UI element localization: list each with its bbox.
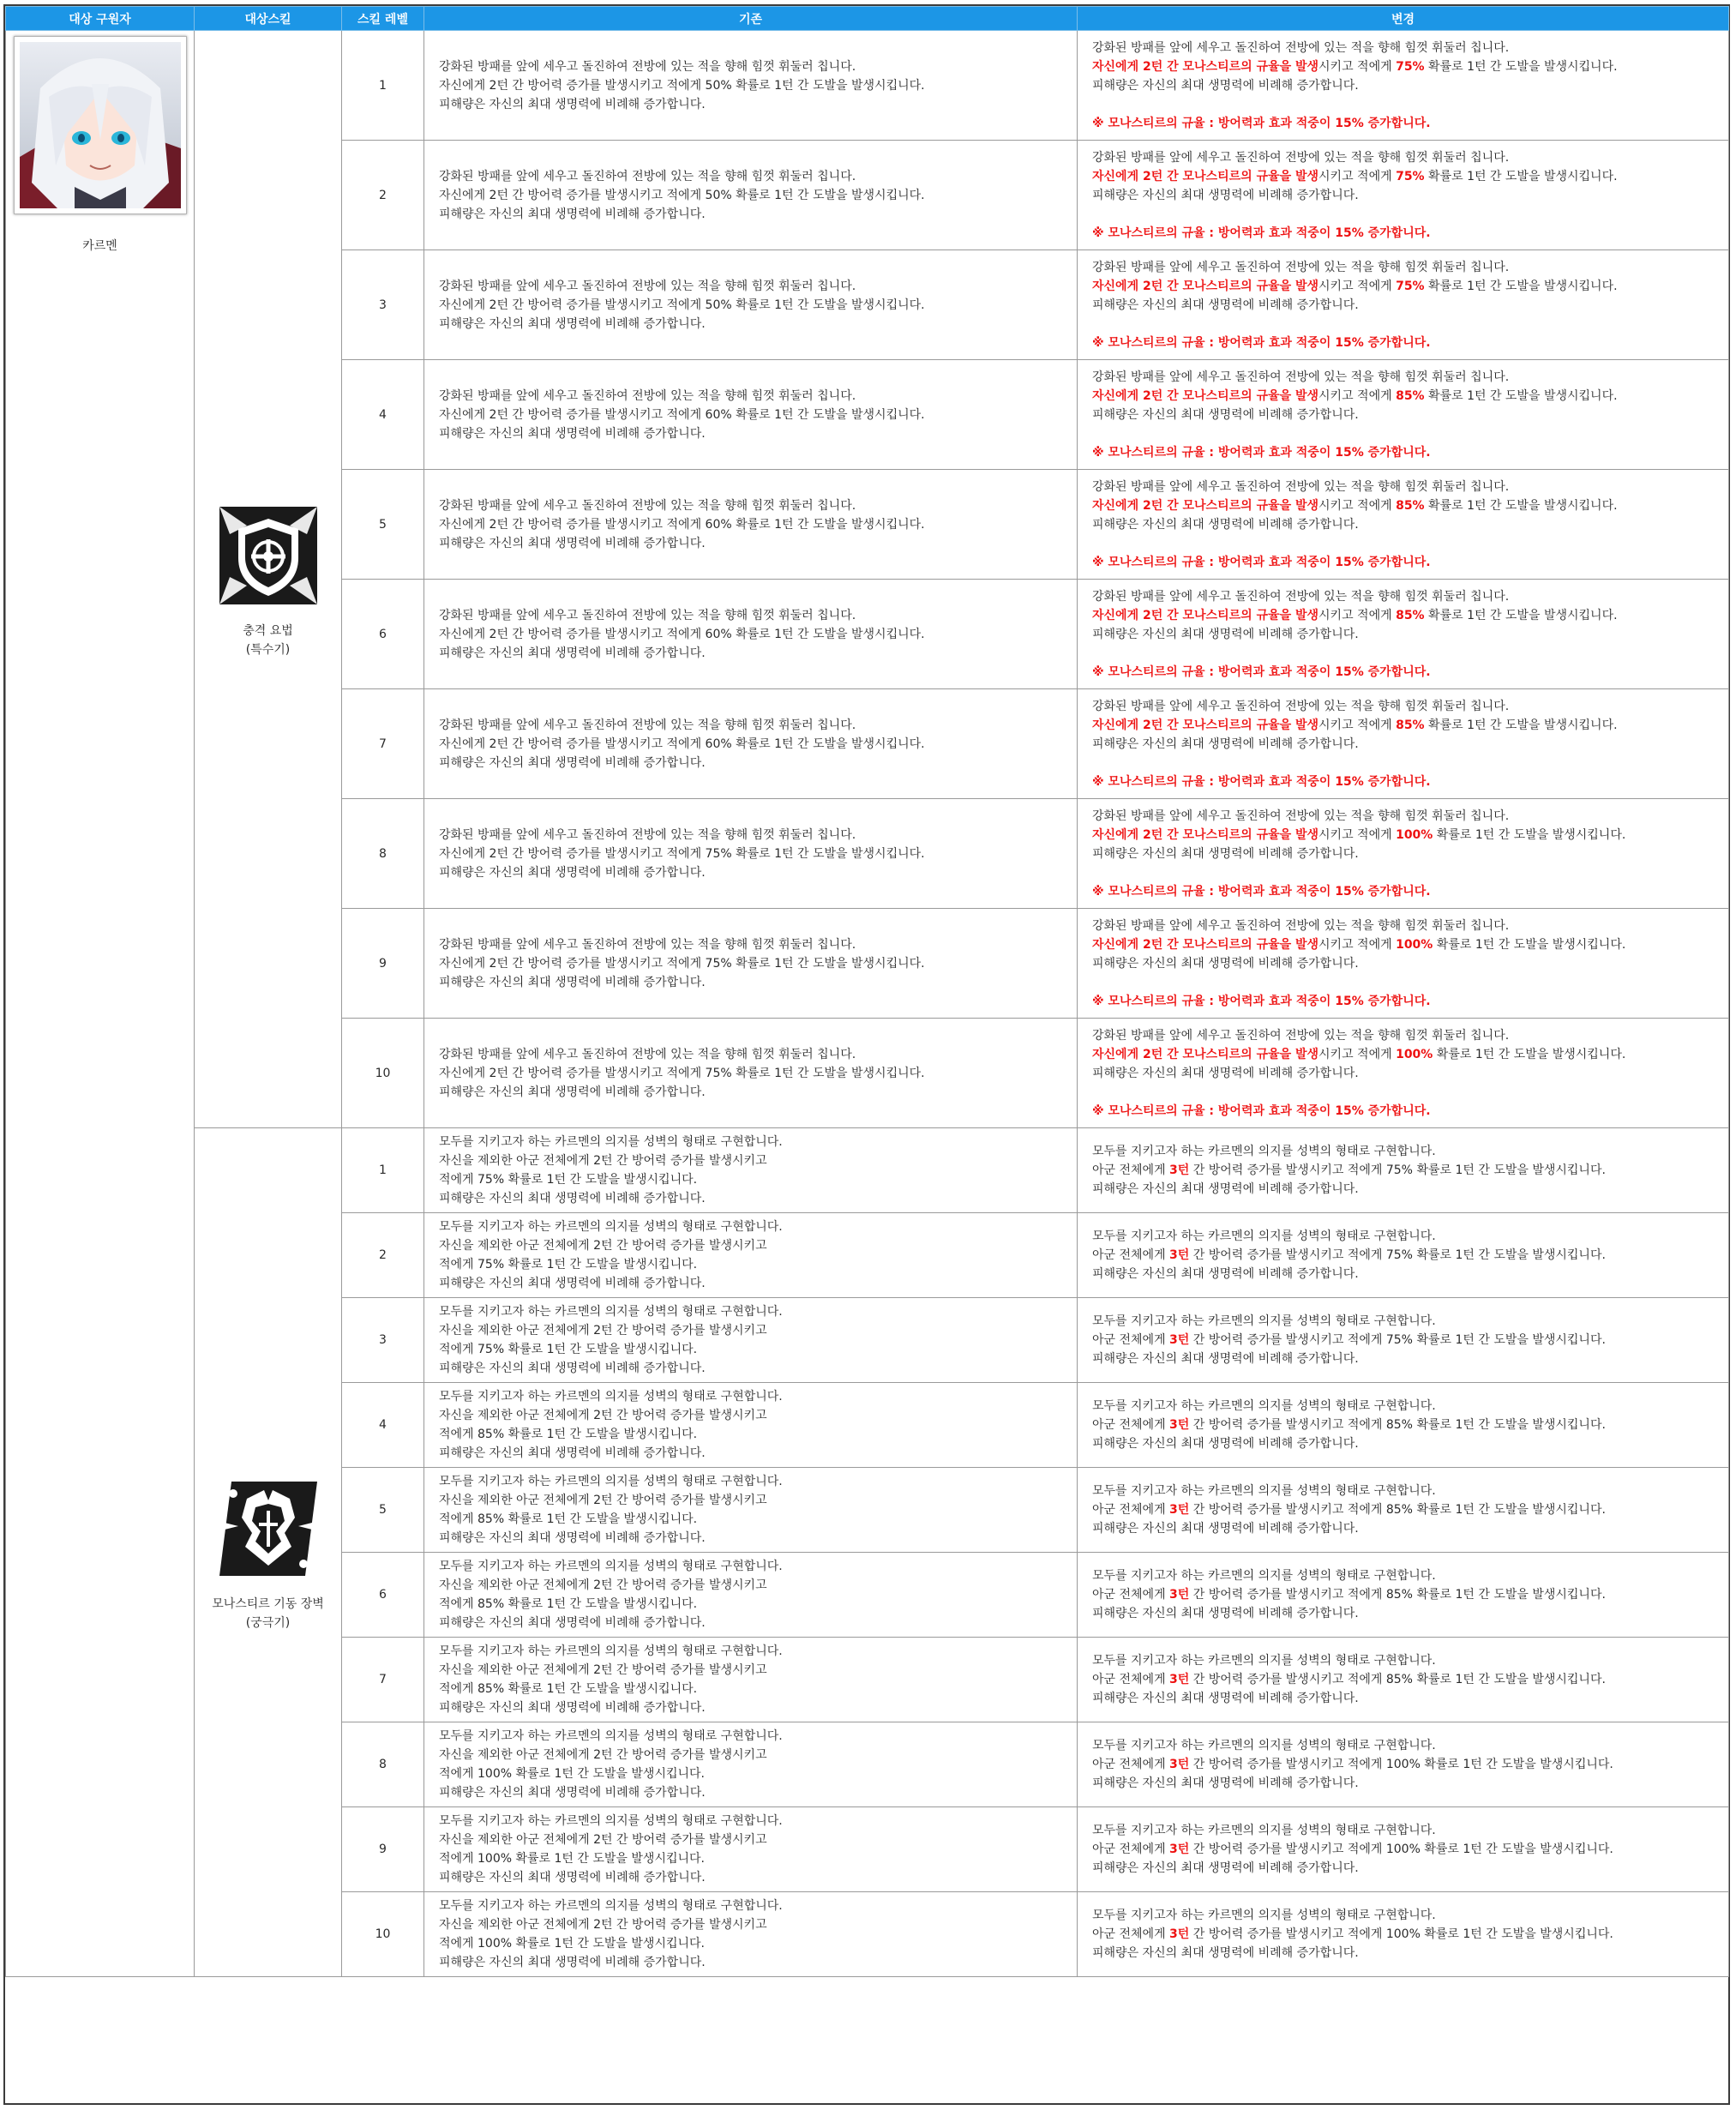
after-text: 시키고 적에게 xyxy=(1319,279,1397,293)
skill-level: 2 xyxy=(342,141,424,250)
before-description xyxy=(424,1722,1078,1807)
changed-text: 자신에게 2턴 간 모나스티르의 규율을 발생 xyxy=(1092,608,1319,622)
rule-note: ※ 모나스티르의 규율 : 방어력과 효과 적중이 15% 증가합니다. xyxy=(1092,664,1431,679)
after-text: 간 방어력 증가를 발생시키고 적에게 85% 확률로 1턴 간 도발을 발생시킵니다. xyxy=(1189,1418,1606,1432)
skill-level: 7 xyxy=(342,689,424,799)
character-name: 카르멘 xyxy=(82,239,117,253)
changed-value: 85% xyxy=(1396,718,1425,732)
after-line xyxy=(1092,1331,1728,1350)
after-text: 확률로 1턴 간 도발을 발생시킵니다. xyxy=(1424,169,1618,183)
after-description xyxy=(1078,1722,1729,1807)
before-line: 피해량은 자신의 최대 생명력에 비례해 증가합니다. xyxy=(439,1362,706,1375)
skill-level: 4 xyxy=(342,360,424,470)
before-line: 자신을 제외한 아군 전체에게 2턴 간 방어력 증가를 발생시키고 xyxy=(439,1578,767,1592)
after-text: 시키고 적에게 xyxy=(1319,59,1397,74)
after-line xyxy=(1092,606,1728,625)
before-line: 모두를 지키고자 하는 카르멘의 의지를 성벽의 형태로 구현합니다. xyxy=(439,1135,783,1149)
changed-value: 3턴 xyxy=(1169,1333,1190,1347)
after-text: 확률로 1턴 간 도발을 발생시킵니다. xyxy=(1424,718,1618,732)
after-line: 피해량은 자신의 최대 생명력에 비례해 증가합니다. xyxy=(1092,1437,1359,1451)
changed-value: 85% xyxy=(1396,388,1425,403)
after-text: 간 방어력 증가를 발생시키고 적에게 75% 확률로 1턴 간 도발을 발생시킵니다. xyxy=(1189,1333,1606,1347)
after-text: 아군 전체에게 xyxy=(1092,1758,1170,1771)
before-line: 적에게 100% 확률로 1턴 간 도발을 발생시킵니다. xyxy=(439,1937,705,1951)
changed-value: 75% xyxy=(1396,169,1425,183)
after-line: 피해량은 자신의 최대 생명력에 비례해 증가합니다. xyxy=(1092,1607,1359,1620)
rule-note: ※ 모나스티르의 규율 : 방어력과 효과 적중이 15% 증가합니다. xyxy=(1092,116,1431,130)
before-line: 적에게 75% 확률로 1턴 간 도발을 발생시킵니다. xyxy=(439,1343,698,1356)
table-row xyxy=(6,1128,1729,1213)
after-line: 모두를 지키고자 하는 카르멘의 의지를 성벽의 형태로 구현합니다. xyxy=(1092,1229,1436,1243)
after-line: 강화된 방패를 앞에 세우고 돌진하여 전방에 있는 적을 향해 힘껏 휘둘러 칩니다. xyxy=(1092,589,1510,604)
changed-text: 자신에게 2턴 간 모나스티르의 규율을 발생 xyxy=(1092,388,1319,403)
before-line: 피해량은 자신의 최대 생명력에 비례해 증가합니다. xyxy=(439,755,706,770)
after-description xyxy=(1078,799,1729,909)
after-line: 피해량은 자신의 최대 생명력에 비례해 증가합니다. xyxy=(1092,188,1359,202)
after-text: 시키고 적에게 xyxy=(1319,718,1397,732)
changed-value: 3턴 xyxy=(1169,1248,1190,1262)
skill-level: 9 xyxy=(342,909,424,1019)
before-line: 자신을 제외한 아군 전체에게 2턴 간 방어력 증가를 발생시키고 xyxy=(439,1154,767,1168)
before-line: 모두를 지키고자 하는 카르멘의 의지를 성벽의 형태로 구현합니다. xyxy=(439,1644,783,1658)
skill-name: 충격 요법 xyxy=(243,623,293,638)
after-description xyxy=(1078,1807,1729,1892)
before-description xyxy=(424,360,1078,470)
changed-text: 자신에게 2턴 간 모나스티르의 규율을 발생 xyxy=(1092,169,1319,183)
after-description xyxy=(1078,1638,1729,1722)
after-description xyxy=(1078,250,1729,360)
after-line xyxy=(1092,496,1728,515)
before-line: 모두를 지키고자 하는 카르멘의 의지를 성벽의 형태로 구현합니다. xyxy=(439,1560,783,1573)
after-line xyxy=(1092,935,1728,954)
before-line: 자신에게 2턴 간 방어력 증가를 발생시키고 적에게 60% 확률로 1턴 간 도발을 발생시킵니다. xyxy=(439,736,925,751)
after-line xyxy=(1092,1755,1728,1774)
after-line: 피해량은 자신의 최대 생명력에 비례해 증가합니다. xyxy=(1092,627,1359,641)
after-line: 피해량은 자신의 최대 생명력에 비례해 증가합니다. xyxy=(1092,736,1359,751)
before-line: 자신에게 2턴 간 방어력 증가를 발생시키고 적에게 75% 확률로 1턴 간 도발을 발생시킵니다. xyxy=(439,956,925,971)
before-line: 모두를 지키고자 하는 카르멘의 의지를 성벽의 형태로 구현합니다. xyxy=(439,1899,783,1913)
after-line: 피해량은 자신의 최대 생명력에 비례해 증가합니다. xyxy=(1092,407,1359,422)
before-line: 강화된 방패를 앞에 세우고 돌진하여 전방에 있는 적을 향해 힘껏 휘둘러 칩니다. xyxy=(439,718,856,732)
after-description xyxy=(1078,141,1729,250)
table-body xyxy=(6,31,1729,1977)
after-description xyxy=(1078,1128,1729,1213)
after-line: 모두를 지키고자 하는 카르멘의 의지를 성벽의 형태로 구현합니다. xyxy=(1092,1399,1436,1413)
before-line: 강화된 방패를 앞에 세우고 돌진하여 전방에 있는 적을 향해 힘껏 휘둘러 칩니다. xyxy=(439,59,856,74)
before-line: 피해량은 자신의 최대 생명력에 비례해 증가합니다. xyxy=(439,1956,706,1969)
after-line xyxy=(1092,716,1728,735)
changed-value: 3턴 xyxy=(1169,1927,1190,1941)
before-line: 모두를 지키고자 하는 카르멘의 의지를 성벽의 형태로 구현합니다. xyxy=(439,1220,783,1234)
changed-text: 자신에게 2턴 간 모나스티르의 규율을 발생 xyxy=(1092,1047,1319,1061)
after-line: 강화된 방패를 앞에 세우고 돌진하여 전방에 있는 적을 향해 힘껏 휘둘러 칩니다. xyxy=(1092,40,1510,55)
before-line: 자신에게 2턴 간 방어력 증가를 발생시키고 적에게 60% 확률로 1턴 간 도발을 발생시킵니다. xyxy=(439,407,925,422)
changed-text: 자신에게 2턴 간 모나스티르의 규율을 발생 xyxy=(1092,718,1319,732)
before-line: 모두를 지키고자 하는 카르멘의 의지를 성벽의 형태로 구현합니다. xyxy=(439,1729,783,1743)
before-line: 피해량은 자신의 최대 생명력에 비례해 증가합니다. xyxy=(439,1446,706,1460)
after-line: 모두를 지키고자 하는 카르멘의 의지를 성벽의 형태로 구현합니다. xyxy=(1092,1824,1436,1837)
after-text: 확률로 1턴 간 도발을 발생시킵니다. xyxy=(1433,827,1626,842)
header-after: 변경 xyxy=(1078,7,1729,31)
rule-note: ※ 모나스티르의 규율 : 방어력과 효과 적중이 15% 증가합니다. xyxy=(1092,555,1431,569)
after-text: 확률로 1턴 간 도발을 발생시킵니다. xyxy=(1424,59,1618,74)
after-text: 확률로 1턴 간 도발을 발생시킵니다. xyxy=(1424,498,1618,513)
after-line: 피해량은 자신의 최대 생명력에 비례해 증가합니다. xyxy=(1092,1861,1359,1875)
before-line: 피해량은 자신의 최대 생명력에 비례해 증가합니다. xyxy=(439,536,706,550)
after-text: 아군 전체에게 xyxy=(1092,1673,1170,1686)
after-text: 간 방어력 증가를 발생시키고 적에게 100% 확률로 1턴 간 도발을 발생시킵니다. xyxy=(1189,1927,1613,1941)
after-line: 피해량은 자신의 최대 생명력에 비례해 증가합니다. xyxy=(1092,298,1359,312)
after-line xyxy=(1092,826,1728,845)
changed-value: 3턴 xyxy=(1169,1418,1190,1432)
after-line: 모두를 지키고자 하는 카르멘의 의지를 성벽의 형태로 구현합니다. xyxy=(1092,1909,1436,1922)
changed-value: 3턴 xyxy=(1169,1588,1190,1602)
before-line: 피해량은 자신의 최대 생명력에 비례해 증가합니다. xyxy=(439,426,706,441)
skill-name: 모나스티르 기동 장벽 xyxy=(212,1596,324,1611)
skill-level: 10 xyxy=(342,1892,424,1977)
after-text: 간 방어력 증가를 발생시키고 적에게 100% 확률로 1턴 간 도발을 발생시킵니다. xyxy=(1189,1842,1613,1856)
after-text: 확률로 1턴 간 도발을 발생시킵니다. xyxy=(1433,1047,1626,1061)
after-description xyxy=(1078,1019,1729,1128)
after-line xyxy=(1092,1161,1728,1180)
before-line: 적에게 100% 확률로 1턴 간 도발을 발생시킵니다. xyxy=(439,1852,705,1866)
skill-cell xyxy=(195,1128,342,1977)
before-line: 자신에게 2턴 간 방어력 증가를 발생시키고 적에게 75% 확률로 1턴 간 도발을 발생시킵니다. xyxy=(439,1066,925,1080)
changed-text: 자신에게 2턴 간 모나스티르의 규율을 발생 xyxy=(1092,279,1319,293)
after-line: 피해량은 자신의 최대 생명력에 비례해 증가합니다. xyxy=(1092,78,1359,93)
before-line: 자신을 제외한 아군 전체에게 2턴 간 방어력 증가를 발생시키고 xyxy=(439,1324,767,1338)
after-description xyxy=(1078,1213,1729,1298)
after-text: 아군 전체에게 xyxy=(1092,1503,1170,1517)
before-line: 모두를 지키고자 하는 카르멘의 의지를 성벽의 형태로 구현합니다. xyxy=(439,1305,783,1319)
skill-type: (특수기) xyxy=(245,642,291,657)
before-line: 피해량은 자신의 최대 생명력에 비례해 증가합니다. xyxy=(439,1192,706,1205)
after-line: 피해량은 자신의 최대 생명력에 비례해 증가합니다. xyxy=(1092,517,1359,532)
changed-text: 자신에게 2턴 간 모나스티르의 규율을 발생 xyxy=(1092,498,1319,513)
before-line: 적에게 75% 확률로 1턴 간 도발을 발생시킵니다. xyxy=(439,1258,698,1271)
skill-type: (궁극기) xyxy=(245,1615,291,1630)
changed-value: 100% xyxy=(1396,937,1433,952)
before-line: 자신을 제외한 아군 전체에게 2턴 간 방어력 증가를 발생시키고 xyxy=(439,1833,767,1847)
before-description xyxy=(424,1553,1078,1638)
before-line: 자신에게 2턴 간 방어력 증가를 발생시키고 적에게 60% 확률로 1턴 간 도발을 발생시킵니다. xyxy=(439,517,925,532)
before-line: 강화된 방패를 앞에 세우고 돌진하여 전방에 있는 적을 향해 힘껏 휘둘러 칩니다. xyxy=(439,608,856,622)
before-line: 적에게 100% 확률로 1턴 간 도발을 발생시킵니다. xyxy=(439,1767,705,1781)
before-line: 피해량은 자신의 최대 생명력에 비례해 증가합니다. xyxy=(439,646,706,660)
after-line: 모두를 지키고자 하는 카르멘의 의지를 성벽의 형태로 구현합니다. xyxy=(1092,1654,1436,1668)
table-header-row xyxy=(6,7,1729,31)
before-line: 자신을 제외한 아군 전체에게 2턴 간 방어력 증가를 발생시키고 xyxy=(439,1409,767,1422)
after-description xyxy=(1078,1892,1729,1977)
after-text: 확률로 1턴 간 도발을 발생시킵니다. xyxy=(1424,279,1618,293)
changed-value: 3턴 xyxy=(1169,1503,1190,1517)
rule-note: ※ 모나스티르의 규율 : 방어력과 효과 적중이 15% 증가합니다. xyxy=(1092,774,1431,789)
rule-note: ※ 모나스티르의 규율 : 방어력과 효과 적중이 15% 증가합니다. xyxy=(1092,445,1431,460)
skill-level: 3 xyxy=(342,1298,424,1383)
after-line: 피해량은 자신의 최대 생명력에 비례해 증가합니다. xyxy=(1092,1946,1359,1960)
skill-level: 2 xyxy=(342,1213,424,1298)
after-line: 강화된 방패를 앞에 세우고 돌진하여 전방에 있는 적을 향해 힘껏 휘둘러 칩니다. xyxy=(1092,918,1510,933)
after-description xyxy=(1078,360,1729,470)
skill-level: 4 xyxy=(342,1383,424,1468)
after-text: 시키고 적에게 xyxy=(1319,388,1397,403)
after-line xyxy=(1092,1246,1728,1265)
after-description xyxy=(1078,1553,1729,1638)
before-line: 강화된 방패를 앞에 세우고 돌진하여 전방에 있는 적을 향해 힘껏 휘둘러 칩니다. xyxy=(439,937,856,952)
before-description xyxy=(424,799,1078,909)
after-line xyxy=(1092,167,1728,186)
shield-strike-icon xyxy=(213,500,324,611)
after-text: 시키고 적에게 xyxy=(1319,169,1397,183)
after-description xyxy=(1078,470,1729,580)
after-text: 아군 전체에게 xyxy=(1092,1248,1170,1262)
after-line xyxy=(1092,1500,1728,1519)
before-line: 자신을 제외한 아군 전체에게 2턴 간 방어력 증가를 발생시키고 xyxy=(439,1748,767,1762)
skill-level: 8 xyxy=(342,799,424,909)
before-line: 피해량은 자신의 최대 생명력에 비례해 증가합니다. xyxy=(439,865,706,880)
after-line: 모두를 지키고자 하는 카르멘의 의지를 성벽의 형태로 구현합니다. xyxy=(1092,1145,1436,1158)
character-portrait xyxy=(14,36,187,214)
before-line: 적에게 85% 확률로 1턴 간 도발을 발생시킵니다. xyxy=(439,1512,698,1526)
before-description xyxy=(424,1892,1078,1977)
changed-text: 자신에게 2턴 간 모나스티르의 규율을 발생 xyxy=(1092,937,1319,952)
skill-level: 5 xyxy=(342,1468,424,1553)
before-line: 피해량은 자신의 최대 생명력에 비례해 증가합니다. xyxy=(439,1616,706,1630)
changed-text: 자신에게 2턴 간 모나스티르의 규율을 발생 xyxy=(1092,827,1319,842)
before-line: 모두를 지키고자 하는 카르멘의 의지를 성벽의 형태로 구현합니다. xyxy=(439,1814,783,1828)
before-line: 적에게 75% 확률로 1턴 간 도발을 발생시킵니다. xyxy=(439,1173,698,1187)
after-line: 모두를 지키고자 하는 카르멘의 의지를 성벽의 형태로 구현합니다. xyxy=(1092,1739,1436,1752)
after-line: 모두를 지키고자 하는 카르멘의 의지를 성벽의 형태로 구현합니다. xyxy=(1092,1314,1436,1328)
after-text: 간 방어력 증가를 발생시키고 적에게 75% 확률로 1턴 간 도발을 발생시킵니다. xyxy=(1189,1248,1606,1262)
after-line: 강화된 방패를 앞에 세우고 돌진하여 전방에 있는 적을 향해 힘껏 휘둘러 칩니다. xyxy=(1092,809,1510,823)
before-description xyxy=(424,470,1078,580)
before-description xyxy=(424,1638,1078,1722)
before-line: 피해량은 자신의 최대 생명력에 비례해 증가합니다. xyxy=(439,975,706,989)
after-line xyxy=(1092,1045,1728,1064)
after-line xyxy=(1092,1670,1728,1689)
before-line: 자신에게 2턴 간 방어력 증가를 발생시키고 적에게 50% 확률로 1턴 간 도발을 발생시킵니다. xyxy=(439,188,925,202)
after-line: 피해량은 자신의 최대 생명력에 비례해 증가합니다. xyxy=(1092,1352,1359,1366)
after-text: 시키고 적에게 xyxy=(1319,1047,1397,1061)
before-line: 자신에게 2턴 간 방어력 증가를 발생시키고 적에게 75% 확률로 1턴 간 도발을 발생시킵니다. xyxy=(439,846,925,861)
skill-level: 7 xyxy=(342,1638,424,1722)
after-text: 아군 전체에게 xyxy=(1092,1842,1170,1856)
header-character: 대상 구원자 xyxy=(6,7,195,31)
before-line: 피해량은 자신의 최대 생명력에 비례해 증가합니다. xyxy=(439,316,706,331)
rule-note: ※ 모나스티르의 규율 : 방어력과 효과 적중이 15% 증가합니다. xyxy=(1092,335,1431,350)
after-text: 확률로 1턴 간 도발을 발생시킵니다. xyxy=(1433,937,1626,952)
after-text: 시키고 적에게 xyxy=(1319,827,1397,842)
skill-change-table xyxy=(5,6,1729,1977)
after-text: 시키고 적에게 xyxy=(1319,937,1397,952)
after-text: 시키고 적에게 xyxy=(1319,498,1397,513)
before-description xyxy=(424,1213,1078,1298)
after-text: 간 방어력 증가를 발생시키고 적에게 85% 확률로 1턴 간 도발을 발생시킵니다. xyxy=(1189,1673,1606,1686)
after-text: 아군 전체에게 xyxy=(1092,1333,1170,1347)
skill-level: 8 xyxy=(342,1722,424,1807)
before-line: 피해량은 자신의 최대 생명력에 비례해 증가합니다. xyxy=(439,1085,706,1099)
before-line: 강화된 방패를 앞에 세우고 돌진하여 전방에 있는 적을 향해 힘껏 휘둘러 칩니다. xyxy=(439,1047,856,1061)
before-description xyxy=(424,909,1078,1019)
skill-level: 5 xyxy=(342,470,424,580)
before-line: 모두를 지키고자 하는 카르멘의 의지를 성벽의 형태로 구현합니다. xyxy=(439,1475,783,1488)
header-level: 스킬 레벨 xyxy=(342,7,424,31)
before-line: 강화된 방패를 앞에 세우고 돌진하여 전방에 있는 적을 향해 힘껏 휘둘러 칩니다. xyxy=(439,388,856,403)
changed-value: 75% xyxy=(1396,279,1425,293)
after-line: 피해량은 자신의 최대 생명력에 비례해 증가합니다. xyxy=(1092,846,1359,861)
changed-value: 3턴 xyxy=(1169,1842,1190,1856)
before-line: 자신에게 2턴 간 방어력 증가를 발생시키고 적에게 50% 확률로 1턴 간 도발을 발생시킵니다. xyxy=(439,78,925,93)
after-line: 강화된 방패를 앞에 세우고 돌진하여 전방에 있는 적을 향해 힘껏 휘둘러 칩니다. xyxy=(1092,1028,1510,1043)
before-description xyxy=(424,1383,1078,1468)
before-line: 적에게 85% 확률로 1턴 간 도발을 발생시킵니다. xyxy=(439,1428,698,1441)
skill-cell xyxy=(195,31,342,1128)
after-text: 아군 전체에게 xyxy=(1092,1163,1170,1177)
before-line: 피해량은 자신의 최대 생명력에 비례해 증가합니다. xyxy=(439,1531,706,1545)
before-line: 강화된 방패를 앞에 세우고 돌진하여 전방에 있는 적을 향해 힘껏 휘둘러 칩니다. xyxy=(439,498,856,513)
changed-value: 3턴 xyxy=(1169,1758,1190,1771)
after-text: 아군 전체에게 xyxy=(1092,1927,1170,1941)
before-line: 적에게 85% 확률로 1턴 간 도발을 발생시킵니다. xyxy=(439,1682,698,1696)
header-skill: 대상스킬 xyxy=(195,7,342,31)
after-description xyxy=(1078,580,1729,689)
changed-value: 100% xyxy=(1396,827,1433,842)
after-line xyxy=(1092,57,1728,76)
changed-value: 75% xyxy=(1396,59,1425,74)
table-row xyxy=(6,31,1729,141)
after-text: 확률로 1턴 간 도발을 발생시킵니다. xyxy=(1424,608,1618,622)
after-line: 피해량은 자신의 최대 생명력에 비례해 증가합니다. xyxy=(1092,1066,1359,1080)
skill-level: 3 xyxy=(342,250,424,360)
skill-level: 9 xyxy=(342,1807,424,1892)
before-line: 자신에게 2턴 간 방어력 증가를 발생시키고 적에게 50% 확률로 1턴 간 도발을 발생시킵니다. xyxy=(439,298,925,312)
after-description xyxy=(1078,1383,1729,1468)
after-line: 강화된 방패를 앞에 세우고 돌진하여 전방에 있는 적을 향해 힘껏 휘둘러 칩니다. xyxy=(1092,260,1510,274)
after-line: 강화된 방패를 앞에 세우고 돌진하여 전방에 있는 적을 향해 힘껏 휘둘러 칩니다. xyxy=(1092,479,1510,494)
before-line: 강화된 방패를 앞에 세우고 돌진하여 전방에 있는 적을 향해 힘껏 휘둘러 칩니다. xyxy=(439,279,856,293)
after-line: 피해량은 자신의 최대 생명력에 비례해 증가합니다. xyxy=(1092,1522,1359,1536)
skill-level: 6 xyxy=(342,580,424,689)
rule-note: ※ 모나스티르의 규율 : 방어력과 효과 적중이 15% 증가합니다. xyxy=(1092,884,1431,899)
after-description xyxy=(1078,1298,1729,1383)
after-description xyxy=(1078,1468,1729,1553)
changed-value: 3턴 xyxy=(1169,1163,1190,1177)
before-description xyxy=(424,580,1078,689)
after-description xyxy=(1078,689,1729,799)
after-description xyxy=(1078,31,1729,141)
after-line: 강화된 방패를 앞에 세우고 돌진하여 전방에 있는 적을 향해 힘껏 휘둘러 칩니다. xyxy=(1092,370,1510,384)
after-text: 아군 전체에게 xyxy=(1092,1418,1170,1432)
after-line: 강화된 방패를 앞에 세우고 돌진하여 전방에 있는 적을 향해 힘껏 휘둘러 칩니다. xyxy=(1092,150,1510,165)
after-line: 피해량은 자신의 최대 생명력에 비례해 증가합니다. xyxy=(1092,1692,1359,1705)
character-portrait-image xyxy=(15,37,186,213)
after-text: 간 방어력 증가를 발생시키고 적에게 85% 확률로 1턴 간 도발을 발생시킵니다. xyxy=(1189,1588,1606,1602)
rule-note: ※ 모나스티르의 규율 : 방어력과 효과 적중이 15% 증가합니다. xyxy=(1092,225,1431,240)
after-line xyxy=(1092,1925,1728,1944)
before-line: 모두를 지키고자 하는 카르멘의 의지를 성벽의 형태로 구현합니다. xyxy=(439,1390,783,1404)
header-before: 기존 xyxy=(424,7,1078,31)
before-line: 적에게 85% 확률로 1턴 간 도발을 발생시킵니다. xyxy=(439,1597,698,1611)
before-description xyxy=(424,141,1078,250)
after-line: 모두를 지키고자 하는 카르멘의 의지를 성벽의 형태로 구현합니다. xyxy=(1092,1569,1436,1583)
before-line: 강화된 방패를 앞에 세우고 돌진하여 전방에 있는 적을 향해 힘껏 휘둘러 칩니다. xyxy=(439,169,856,183)
after-text: 아군 전체에게 xyxy=(1092,1588,1170,1602)
after-text: 간 방어력 증가를 발생시키고 적에게 100% 확률로 1턴 간 도발을 발생시킵니다. xyxy=(1189,1758,1613,1771)
before-line: 자신을 제외한 아군 전체에게 2턴 간 방어력 증가를 발생시키고 xyxy=(439,1918,767,1932)
character-cell xyxy=(6,31,195,1977)
after-line: 피해량은 자신의 최대 생명력에 비례해 증가합니다. xyxy=(1092,956,1359,971)
after-line: 피해량은 자신의 최대 생명력에 비례해 증가합니다. xyxy=(1092,1267,1359,1281)
before-line: 자신에게 2턴 간 방어력 증가를 발생시키고 적에게 60% 확률로 1턴 간 도발을 발생시킵니다. xyxy=(439,627,925,641)
after-text: 시키고 적에게 xyxy=(1319,608,1397,622)
before-line: 피해량은 자신의 최대 생명력에 비례해 증가합니다. xyxy=(439,1871,706,1885)
before-description xyxy=(424,31,1078,141)
after-text: 간 방어력 증가를 발생시키고 적에게 85% 확률로 1턴 간 도발을 발생시킵니다. xyxy=(1189,1503,1606,1517)
changed-value: 100% xyxy=(1396,1047,1433,1061)
before-description xyxy=(424,1019,1078,1128)
changed-value: 85% xyxy=(1396,608,1425,622)
after-text: 간 방어력 증가를 발생시키고 적에게 75% 확률로 1턴 간 도발을 발생시킵니다. xyxy=(1189,1163,1606,1177)
after-description xyxy=(1078,909,1729,1019)
changed-text: 자신에게 2턴 간 모나스티르의 규율을 발생 xyxy=(1092,59,1319,74)
after-line: 피해량은 자신의 최대 생명력에 비례해 증가합니다. xyxy=(1092,1776,1359,1790)
before-line: 피해량은 자신의 최대 생명력에 비례해 증가합니다. xyxy=(439,1277,706,1290)
after-line xyxy=(1092,387,1728,406)
before-line: 자신을 제외한 아군 전체에게 2턴 간 방어력 증가를 발생시키고 xyxy=(439,1663,767,1677)
after-line: 모두를 지키고자 하는 카르멘의 의지를 성벽의 형태로 구현합니다. xyxy=(1092,1484,1436,1498)
before-line: 피해량은 자신의 최대 생명력에 비례해 증가합니다. xyxy=(439,97,706,111)
after-text: 확률로 1턴 간 도발을 발생시킵니다. xyxy=(1424,388,1618,403)
before-line: 자신을 제외한 아군 전체에게 2턴 간 방어력 증가를 발생시키고 xyxy=(439,1239,767,1253)
after-line: 피해량은 자신의 최대 생명력에 비례해 증가합니다. xyxy=(1092,1182,1359,1196)
rule-note: ※ 모나스티르의 규율 : 방어력과 효과 적중이 15% 증가합니다. xyxy=(1092,1103,1431,1118)
before-description xyxy=(424,689,1078,799)
before-line: 강화된 방패를 앞에 세우고 돌진하여 전방에 있는 적을 향해 힘껏 휘둘러 칩니다. xyxy=(439,827,856,842)
after-line xyxy=(1092,1840,1728,1859)
before-description xyxy=(424,1298,1078,1383)
before-description xyxy=(424,1807,1078,1892)
after-line xyxy=(1092,277,1728,296)
changed-value: 3턴 xyxy=(1169,1673,1190,1686)
before-description xyxy=(424,250,1078,360)
rule-note: ※ 모나스티르의 규율 : 방어력과 효과 적중이 15% 증가합니다. xyxy=(1092,994,1431,1008)
before-description xyxy=(424,1128,1078,1213)
monastir-barrier-icon xyxy=(213,1473,324,1584)
before-line: 자신을 제외한 아군 전체에게 2턴 간 방어력 증가를 발생시키고 xyxy=(439,1494,767,1507)
skill-level: 6 xyxy=(342,1553,424,1638)
skill-level: 1 xyxy=(342,31,424,141)
before-line: 피해량은 자신의 최대 생명력에 비례해 증가합니다. xyxy=(439,1701,706,1715)
after-line xyxy=(1092,1585,1728,1604)
skill-level: 10 xyxy=(342,1019,424,1128)
skill-level: 1 xyxy=(342,1128,424,1213)
after-line: 강화된 방패를 앞에 세우고 돌진하여 전방에 있는 적을 향해 힘껏 휘둘러 칩니다. xyxy=(1092,699,1510,713)
before-line: 피해량은 자신의 최대 생명력에 비례해 증가합니다. xyxy=(439,1786,706,1800)
after-line xyxy=(1092,1416,1728,1434)
changed-value: 85% xyxy=(1396,498,1425,513)
before-line: 피해량은 자신의 최대 생명력에 비례해 증가합니다. xyxy=(439,207,706,221)
before-description xyxy=(424,1468,1078,1553)
